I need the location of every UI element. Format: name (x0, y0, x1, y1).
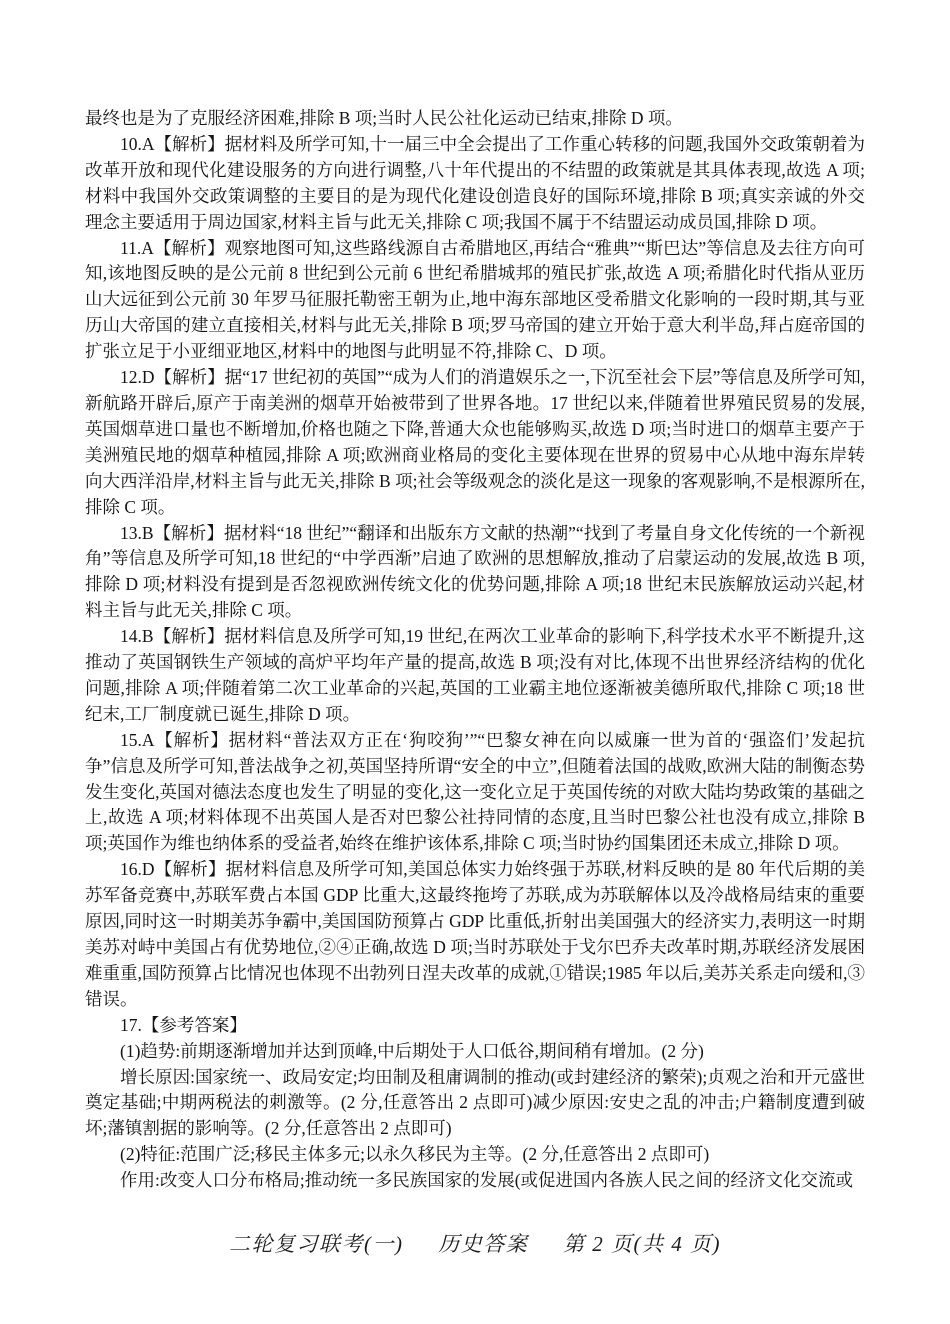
paragraph-answer-17-1-trend: (1)趋势:前期逐渐增加并达到顶峰,中后期处于人口低谷,期间稍有增加。(2 分) (120, 1040, 704, 1061)
paragraph-answer-17-2-effects: 作用:改变人口分布格局;推动统一多民族国家的发展(或促进国内各族人民之间的经济文化交流或 (120, 1170, 854, 1191)
footer-page-indicator: 第 2 页(共 4 页) (563, 1232, 721, 1256)
paragraph-answer-10: 10.A【解析】据材料及所学可知,十一届三中全会提出了工作重心转移的问题,我国外交政策朝着为改革开放和现代化建设服务的方向进行调整,八十年代提出的不结盟的政策就是其具体表现,故选 A 项;材料中我国外交政策调整的主要目的是为现代化建设创造良好的国际环境,排除 B 项;真实亲诚的外交理念主要适用于周边国家,材料主旨与此无关,排除 C 项;我国不属于不结盟运动成员国,排除 D 项。 (85, 133, 866, 232)
paragraph-answer-16: 16.D【解析】据材料信息及所学可知,美国总体实力始终强于苏联,材料反映的是 80 年代后期的美苏军备竞赛中,苏联军费占本国 GDP 比重大,这最终拖垮了苏联,成为苏联解体以及冷战格局结束的重要原因,同时这一时期美苏争霸中,美国国防预算占 GDP 比重低,折射出美国强大的经济实力,表明这一时期美苏对峙中美国占有优势地位,②④正确,故选 D 项;当时苏联处于戈尔巴乔夫改革时期,苏联经济发展困难重重,国防预算占比情况也体现不出勃列日涅夫改革的成就,①错误;1985 年以后,美苏关系走向缓和,③错误。 (85, 859, 865, 1009)
paragraph-answer-13: 13.B【解析】据材料“18 世纪”“翻译和出版东方文献的热潮”“找到了考量自身文化传统的一个新视角”等信息及所学可知,18 世纪的“中学西渐”启迪了欧洲的思想解放,推动了启蒙运动的发展,故选 B 项,排除 D 项;材料没有提到是否忽视欧洲传统文化的优势问题,排除 A 项;18 世纪末民族解放运动兴起,材料主旨与此无关,排除 C 项。 (85, 522, 865, 621)
paragraph-answer-14: 14.B【解析】据材料信息及所学可知,19 世纪,在两次工业革命的影响下,科学技术水平不断提升,这推动了英国钢铁生产领域的高炉平均年产量的提高,故选 B 项;没有对比,体现不出世界经济结构的优化问题,排除 A 项;伴随着第二次工业革命的兴起,英国的工业霸主地位逐渐被美德所取代,排除 C 项;18 世纪末,工厂制度就已诞生,排除 D 项。 (85, 626, 865, 724)
paragraph-answer-17-1-reasons: 增长原因:国家统一、政局安定;均田制及租庸调制的推动(或封建经济的繁荣);贞观之治和开元盛世奠定基础;中期两税法的刺激等。(2 分,任意答出 2 点即可)减少原因:安史之乱的冲击;户籍制度遭到破坏;藩镇割据的影响等。(2 分,任意答出 2 点即可) (85, 1066, 865, 1139)
answer-text-block (85, 106, 865, 1194)
footer-subject: 历史答案 (438, 1232, 529, 1256)
paragraph-answer-11: 11.A【解析】观察地图可知,这些路线源自古希腊地区,再结合“雅典”“斯巴达”等信息及去往方向可知,该地图反映的是公元前 8 世纪到公元前 6 世纪希腊城邦的殖民扩张,故选 A 项;希腊化时代指从亚历山大远征到公元前 30 年罗马征服托勒密王朝为止,地中海东部地区受希腊文化影响的一段时期,其与亚历山大帝国的建立直接相关,材料与此无关,排除 B 项;罗马帝国的建立开始于意大利半岛,拜占庭帝国的扩张立足于小亚细亚地区,材料中的地图与此明显不符,排除 C、D 项。 (85, 237, 865, 362)
paragraph-answer-12: 12.D【解析】据“17 世纪初的英国”“成为人们的消遣娱乐之一,下沉至社会下层”等信息及所学可知,新航路开辟后,原产于南美洲的烟草开始被带到了世界各地。17 世纪以来,伴随着世界殖民贸易的发展,英国烟草进口量也不断增加,价格也随之下降,普通大众也能够购买,故选 D 项;当时进口的烟草主要产于美洲殖民地的烟草种植园,排除 A 项;欧洲商业格局的变化主要体现在世界的贸易中心从地中海东岸转向大西洋沿岸,材料主旨与此无关,排除 B 项;社会等级观念的淡化是这一现象的客观影响,不是根源所在,排除 C 项。 (85, 367, 865, 517)
paragraph-answer-17-header: 17.【参考答案】 (120, 1014, 247, 1035)
paragraph-answer-15: 15.A【解析】据材料“普法双方正在‘狗咬狗’”“巴黎女神在向以威廉一世为首的‘强盗们’发起抗争”信息及所学可知,普法战争之初,英国坚持所谓“安全的中立”,但随着法国的战败,欧洲大陆的制衡态势发生变化,英国对德法态度也发生了明显的变化,这一变化立足于英国传统的对欧大陆均势政策的基础之上,故选 A 项;材料体现不出英国人是否对巴黎公社持同情的态度,且当时巴黎公社也没有成立,排除 B 项;英国作为维也纳体系的受益者,始终在维护该体系,排除 C 项;当时协约国集团还未成立,排除 D 项。 (85, 729, 865, 854)
paragraph-answer-17-2-features: (2)特征:范围广泛;移民主体多元;以永久移民为主等。(2 分,任意答出 2 点即可) (120, 1144, 710, 1165)
footer-exam-title: 二轮复习联考(一) (229, 1232, 404, 1256)
page-footer (0, 1228, 950, 1258)
paragraph-q9-continuation: 最终也是为了克服经济困难,排除 B 项;当时人民公社化运动已结束,排除 D 项。 (85, 108, 683, 128)
